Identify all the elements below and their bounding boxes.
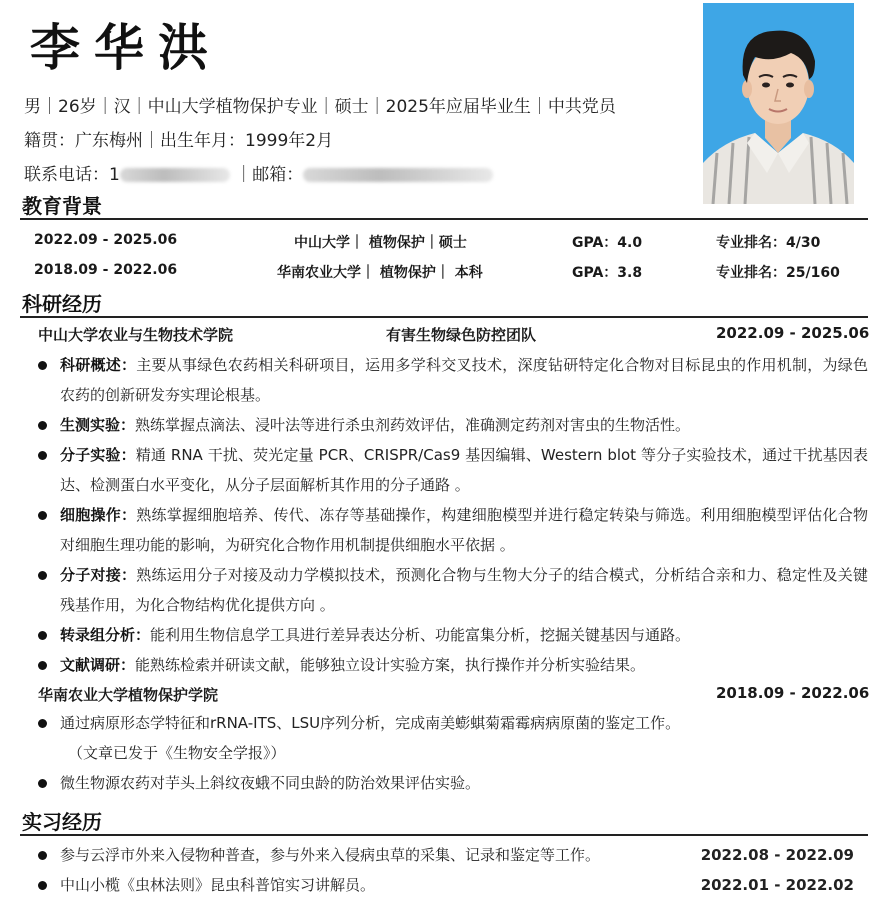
divider (20, 316, 868, 318)
item-text: 精通 RNA 干扰、荧光定量 PCR、CRISPR/Cas9 基因编辑、Western blot 等分子实验技术，通过干扰基因表达、检测蛋白水平变化，从分子层面解析其作用的分子通路 。 (60, 446, 868, 494)
bullet-dot (38, 779, 47, 788)
item-label: 生测实验： (60, 416, 136, 434)
contact-info (24, 160, 493, 185)
origin-birth-info: 籍贯：广东梅州｜出生年月：1999年2月 (24, 131, 334, 151)
bullet-dot (38, 631, 47, 640)
education-row (0, 230, 880, 252)
list-item (38, 500, 868, 560)
org-period: 2022.09 - 2025.06 (716, 324, 870, 342)
item-label: 文献调研： (60, 656, 136, 674)
section-title-research: 科研经历 (22, 292, 102, 316)
bullet-dot (38, 661, 47, 670)
bullet-dot (38, 361, 47, 370)
redacted-phone (120, 168, 230, 182)
edu-gpa: GPA：4.0 (572, 235, 643, 251)
section-title-internship: 实习经历 (22, 810, 102, 834)
item-label: 转录组分析： (60, 626, 151, 644)
edu-gpa: GPA：3.8 (572, 265, 643, 281)
section-title-education: 教育背景 (22, 194, 102, 218)
bullet-dot (38, 719, 47, 728)
edu-period: 2022.09 - 2025.06 (34, 232, 178, 248)
item-text: 熟练掌握细胞培养、传代、冻存等基础操作，构建细胞模型并进行稳定转染与筛选。利用细胞模型评估化合物对细胞生理功能的影响，为研究化合物作用机制提供细胞水平依据 。 (60, 506, 868, 554)
item-label: 分子对接： (60, 566, 137, 584)
bullet-dot (38, 451, 47, 460)
list-item (38, 768, 868, 798)
edu-school: 华南农业大学｜ 植物保护｜ 本科 (277, 265, 483, 281)
list-item (38, 560, 868, 620)
item-text: 熟练运用分子对接及动力学模拟技术，预测化合物与生物大分子的结合模式，分析结合亲和力、稳定性及关键残基作用，为化合物结构优化提供方向 。 (60, 566, 868, 614)
edu-rank: 专业排名：25/160 (716, 265, 840, 281)
phone-label: 联系电话：1 (24, 165, 120, 185)
item-label: 分子实验： (60, 446, 136, 464)
item-period: 2022.01 - 2022.02 (700, 876, 854, 894)
divider (20, 834, 868, 836)
item-text: 通过病原形态学特征和rRNA-ITS、LSU序列分析，完成南美蟛蜞菊霜霉病病原菌的鉴定工作。 (60, 714, 681, 732)
bullet-dot (38, 881, 47, 890)
item-period: 2022.08 - 2022.09 (700, 846, 854, 864)
list-item (38, 708, 868, 768)
candidate-name: 李华洪 (30, 19, 222, 77)
redacted-email (303, 168, 493, 182)
item-label: 细胞操作： (60, 506, 137, 524)
bullet-dot (38, 421, 47, 430)
org-team: 有害生物绿色防控团队 (386, 326, 537, 344)
item-text: 中山小榄《虫林法则》昆虫科普馆实习讲解员。 (60, 876, 376, 894)
item-note: （文章已发于《生物安全学报》） (68, 744, 286, 762)
edu-rank: 专业排名：4/30 (716, 235, 821, 251)
item-text: 能利用生物信息学工具进行差异表达分析、功能富集分析，挖掘关键基因与通路。 (150, 626, 691, 644)
list-item (38, 840, 868, 870)
item-text: 熟练掌握点滴法、浸叶法等进行杀虫剂药效评估，准确测定药剂对害虫的生物活性。 (135, 416, 691, 434)
org-name: 中山大学农业与生物技术学院 (38, 326, 234, 344)
org-period: 2018.09 - 2022.06 (716, 684, 870, 702)
item-text: 主要从事绿色农药相关科研项目，运用多学科交叉技术，深度钻研特定化合物对目标昆虫的作用机制，为绿色农药的创新研发夯实理论根基。 (60, 356, 868, 404)
list-item (38, 440, 868, 500)
list-item (38, 410, 868, 440)
item-text: 微生物源农药对芋头上斜纹夜蛾不同虫龄的防治效果评估实验。 (60, 774, 481, 792)
portrait-illustration (703, 3, 854, 204)
email-label: ｜邮箱： (235, 165, 304, 185)
list-item (38, 620, 868, 650)
bullet-dot (38, 571, 47, 580)
divider (20, 218, 868, 220)
item-text: 能熟练检索并研读文献，能够独立设计实验方案，执行操作并分析实验结果。 (135, 656, 646, 674)
edu-period: 2018.09 - 2022.06 (34, 262, 178, 278)
bullet-dot (38, 851, 47, 860)
profile-photo (703, 3, 854, 204)
bullet-dot (38, 511, 47, 520)
edu-school: 中山大学｜ 植物保护｜硕士 (294, 235, 467, 251)
list-item (38, 650, 868, 680)
education-row (0, 260, 880, 282)
basic-info: 男｜26岁｜汉｜中山大学植物保护专业｜硕士｜2025年应届毕业生｜中共党员 (24, 97, 616, 117)
list-item (38, 350, 868, 410)
org-name: 华南农业大学植物保护学院 (38, 686, 219, 704)
item-text: 参与云浮市外来入侵物种普查，参与外来入侵病虫草的采集、记录和鉴定等工作。 (60, 846, 601, 864)
list-item (38, 870, 868, 900)
item-label: 科研概述： (60, 356, 137, 374)
